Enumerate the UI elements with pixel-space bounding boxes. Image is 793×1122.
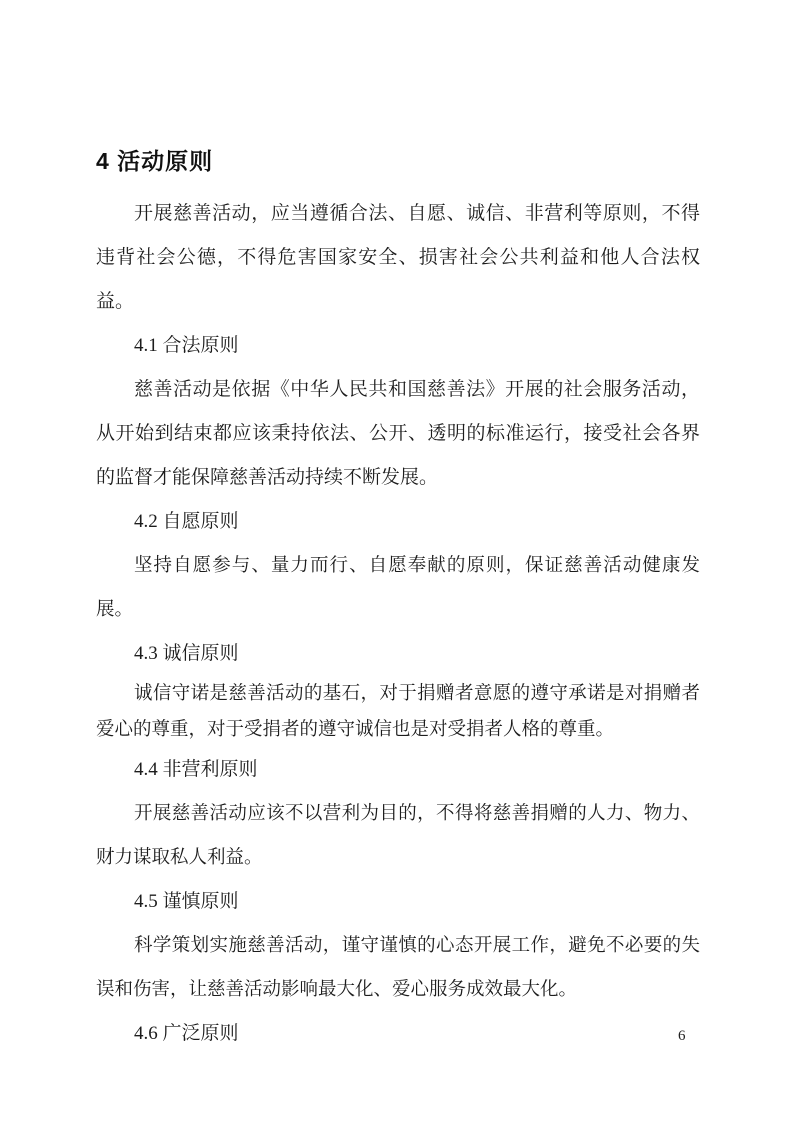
section-heading-4-6: 4.6 广泛原则 [134, 1023, 239, 1044]
page-number: 6 [678, 1028, 686, 1044]
body-paragraph: 诚信守诺是慈善活动的基石，对于捐赠者意愿的遵守承诺是对捐赠者爱心的尊重，对于受捐者的遵守诚信也是对受捐者人格的尊重。 [96, 684, 700, 740]
section-heading-4-5: 4.5 谨慎原则 [134, 891, 239, 912]
body-paragraph: 慈善活动是依据《中华人民共和国慈善法》开展的社会服务活动，从开始到结束都应该秉持依法、公开、透明的标准运行，接受社会各界的监督才能保障慈善活动持续不断发展。 [96, 379, 700, 488]
body-paragraph: 开展慈善活动，应当遵循合法、自愿、诚信、非营利等原则，不得违背社会公德，不得危害国家安全、损害社会公共利益和他人合法权益。 [96, 203, 700, 312]
section-heading-4-1: 4.1 合法原则 [134, 335, 239, 356]
section-heading-4-3: 4.3 诚信原则 [134, 643, 239, 664]
body-paragraph: 开展慈善活动应该不以营利为目的，不得将慈善捐赠的人力、物力、财力谋取私人利益。 [96, 804, 700, 868]
page-title: 4 活动原则 [96, 148, 214, 174]
section-heading-4-2: 4.2 自愿原则 [134, 511, 239, 532]
section-heading-4-4: 4.4 非营利原则 [134, 759, 258, 780]
body-paragraph: 科学策划实施慈善活动，谨守谨慎的心态开展工作，避免不必要的失误和伤害，让慈善活动影响最大化、爱心服务成效最大化。 [96, 936, 700, 1000]
body-paragraph: 坚持自愿参与、量力而行、自愿奉献的原则，保证慈善活动健康发展。 [96, 556, 700, 620]
